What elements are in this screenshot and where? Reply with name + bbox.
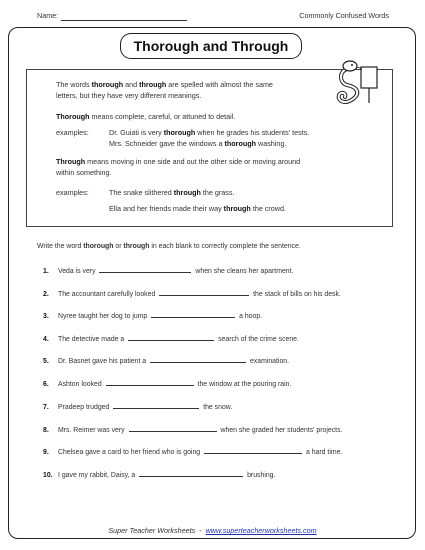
answer-blank-6[interactable]: [106, 378, 194, 386]
answer-blank-10[interactable]: [139, 469, 243, 477]
worksheet-title: Thorough and Through: [120, 33, 302, 59]
intro-line-2: letters, but they have very different meanings.: [56, 91, 202, 100]
thorough-definition: Thorough means complete, careful, or attuned to detail.: [56, 112, 236, 121]
name-field-line[interactable]: [61, 20, 187, 21]
example-2a: The snake slithered through the grass.: [109, 188, 235, 197]
name-label: Name:: [37, 11, 59, 20]
through-definition-line-1: Through means moving in one side and out the other side or moving around: [56, 157, 301, 166]
worksheet-subject: Commonly Confused Words: [299, 11, 389, 20]
answer-blank-4[interactable]: [128, 333, 214, 341]
answer-blank-1[interactable]: [99, 265, 191, 273]
answer-blank-9[interactable]: [204, 446, 302, 454]
question-4: 4. The detective made a search of the crime scene.: [43, 333, 299, 343]
question-10: 10. I gave my rabbit, Daisy, a brushing.: [43, 469, 275, 479]
answer-blank-2[interactable]: [159, 288, 249, 296]
answer-blank-8[interactable]: [129, 424, 217, 432]
question-3: 3. Nyree taught her dog to jump a hoop.: [43, 310, 262, 320]
instructions: Write the word thorough or through in each blank to correctly complete the sentence.: [37, 243, 301, 250]
intro-line-1: The words thorough and through are spelled with almost the same: [56, 80, 273, 89]
question-2: 2. The accountant carefully looked the stack of bills on his desk.: [43, 288, 341, 298]
answer-blank-5[interactable]: [150, 355, 246, 363]
footer-url-link[interactable]: www.superteacherworksheets.com: [205, 526, 317, 535]
question-6: 6. Ashton looked the window at the pouring rain.: [43, 378, 291, 388]
question-8: 8. Mrs. Reimer was very when she graded her students' projects.: [43, 424, 342, 434]
question-1: 1. Veda is very when she cleans her apartment.: [43, 265, 293, 275]
examples-label-2: examples:: [56, 188, 89, 197]
footer: Super Teacher Worksheets - www.superteacherworksheets.com: [108, 526, 317, 535]
snake-sign-illustration: [333, 55, 385, 113]
example-1b: Mrs. Schneider gave the windows a thorough washing.: [109, 139, 287, 148]
answer-blank-7[interactable]: [113, 401, 199, 409]
through-definition-line-2: within something.: [56, 168, 112, 177]
examples-label-1: examples:: [56, 128, 89, 137]
answer-blank-3[interactable]: [151, 310, 235, 318]
example-2b: Ella and her friends made their way through the crowd.: [109, 204, 286, 213]
footer-brand: Super Teacher Worksheets: [108, 526, 196, 535]
example-1a: Dr. Guiati is very thorough when he grades his students' tests.: [109, 128, 310, 137]
question-5: 5. Dr. Basnet gave his patient a examination.: [43, 355, 289, 365]
question-9: 9. Chelsea gave a card to her friend who is going a hard time.: [43, 446, 342, 456]
question-7: 7. Pradeep trudged the snow.: [43, 401, 232, 411]
